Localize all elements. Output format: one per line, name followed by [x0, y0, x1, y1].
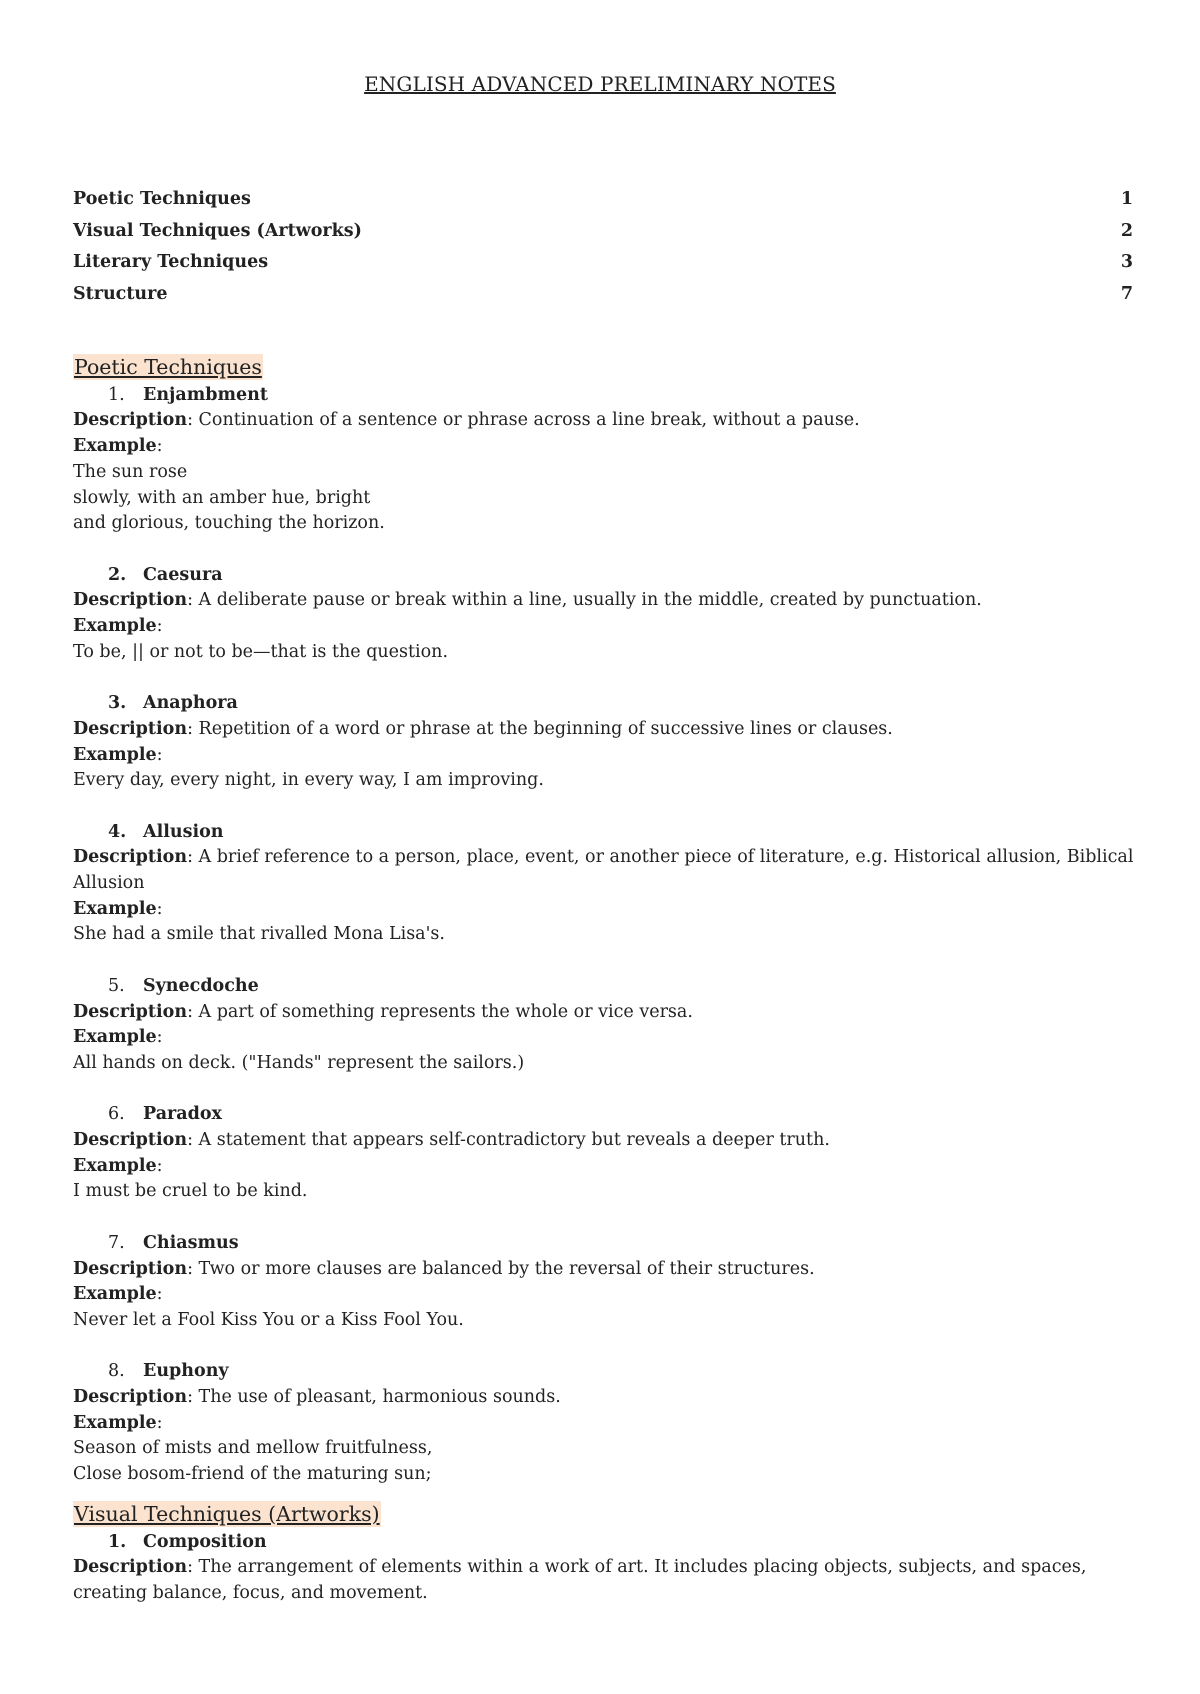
description-label: Description: [73, 1130, 188, 1151]
description-line: [73, 1257, 1138, 1283]
item-number: 1.: [108, 1531, 127, 1552]
table-of-contents: [73, 184, 1133, 310]
description-text: : Two or more clauses are balanced by the reversal of their structures.: [187, 1258, 815, 1279]
example-label-line: [73, 1282, 1138, 1308]
item-number: 2.: [108, 564, 127, 585]
example-text: and glorious, touching the horizon.: [73, 513, 385, 534]
example-text: Season of mists and mellow fruitfulness,: [73, 1438, 433, 1459]
description-label: Description: [73, 1387, 188, 1408]
technique-heading: [108, 974, 1138, 1000]
technique-heading: [108, 1359, 1138, 1385]
example-label: Example: [73, 1155, 157, 1176]
technique-name: Euphony: [143, 1361, 229, 1382]
item-number: 6.: [108, 1104, 125, 1125]
toc-label: Literary Techniques: [73, 252, 269, 272]
technique-heading: [108, 1530, 1138, 1556]
example-colon: :: [156, 616, 163, 637]
description-text: : A part of something represents the whole or vice versa.: [187, 1001, 693, 1022]
item-number: 4.: [108, 821, 127, 842]
example-label: Example: [73, 1027, 157, 1048]
document-body: [73, 354, 1138, 1607]
description-label: Description: [73, 847, 188, 868]
toc-row: [73, 216, 1133, 248]
example-text: The sun rose: [73, 461, 188, 482]
example-text: slowly, with an amber hue, bright: [73, 487, 371, 508]
item-number: 7.: [108, 1232, 125, 1253]
description-label: Description: [73, 1001, 188, 1022]
section-heading-visual: Visual Techniques (Artworks): [74, 1501, 380, 1526]
example-label: Example: [73, 1284, 157, 1305]
example-text: To be, || or not to be—that is the question.: [73, 641, 449, 662]
description-label: Description: [73, 1557, 188, 1578]
example-label-line: [73, 614, 1138, 640]
example-colon: :: [156, 1284, 163, 1305]
example-label: Example: [73, 898, 157, 919]
description-line: [73, 1128, 1138, 1154]
example-colon: :: [156, 898, 163, 919]
example-text: I must be cruel to be kind.: [73, 1181, 308, 1202]
description-label: Description: [73, 410, 188, 431]
document-title: ENGLISH ADVANCED PRELIMINARY NOTES: [364, 72, 836, 96]
example-colon: :: [156, 1155, 163, 1176]
description-line: [73, 845, 1138, 896]
toc-label: Poetic Techniques: [73, 189, 251, 209]
description-text: : The use of pleasant, harmonious sounds.: [187, 1387, 561, 1408]
item-number: 5.: [108, 975, 125, 996]
example-text: Every day, every night, in every way, I am improving.: [73, 770, 544, 791]
technique-heading: [108, 691, 1138, 717]
example-label: Example: [73, 436, 157, 457]
item-number: 8.: [108, 1361, 125, 1382]
description-line: [73, 1000, 1138, 1026]
toc-page: 1: [1120, 189, 1133, 209]
technique-heading: [108, 1231, 1138, 1257]
example-label-line: [73, 434, 1138, 460]
example-text: Never let a Fool Kiss You or a Kiss Fool You.: [73, 1309, 464, 1330]
toc-page: 7: [1120, 283, 1133, 304]
technique-heading: [108, 563, 1138, 589]
technique-heading: [108, 383, 1138, 409]
example-text: All hands on deck. ("Hands" represent the sailors.): [73, 1052, 525, 1073]
description-line: [73, 1555, 1138, 1606]
item-number: 3.: [108, 693, 127, 714]
toc-row: [73, 184, 1133, 216]
example-label: Example: [73, 744, 157, 765]
description-line: [73, 717, 1138, 743]
technique-name: Caesura: [143, 564, 223, 585]
example-colon: :: [156, 1412, 163, 1433]
description-text: : A deliberate pause or break within a line, usually in the middle, created by punctuation.: [187, 590, 982, 611]
toc-page: 2: [1120, 220, 1133, 241]
example-label-line: [73, 1025, 1138, 1051]
description-line: [73, 1385, 1138, 1411]
technique-name: Chiasmus: [143, 1232, 239, 1253]
toc-page: 3: [1120, 252, 1133, 272]
description-text: : A statement that appears self-contradictory but reveals a deeper truth.: [187, 1130, 830, 1151]
toc-row: [73, 279, 1133, 311]
technique-name: Paradox: [143, 1104, 222, 1125]
technique-name: Enjambment: [143, 384, 268, 405]
example-label-line: [73, 897, 1138, 923]
description-label: Description: [73, 590, 188, 611]
example-label: Example: [73, 616, 157, 637]
description-label: Description: [73, 718, 188, 739]
item-number: 1.: [108, 384, 125, 405]
example-colon: :: [156, 436, 163, 457]
technique-heading: [108, 820, 1138, 846]
description-label: Description: [73, 1258, 188, 1279]
technique-name: Allusion: [143, 821, 224, 842]
description-text: : A brief reference to a person, place, event, or another piece of literature, e.g. Historical allusion, Biblical Allusion: [73, 847, 1134, 894]
example-label: Example: [73, 1412, 157, 1433]
technique-name: Composition: [143, 1531, 267, 1552]
description-text: : Continuation of a sentence or phrase across a line break, without a pause.: [187, 410, 860, 431]
toc-label: Visual Techniques (Artworks): [73, 220, 362, 241]
description-line: [73, 408, 1138, 434]
toc-label: Structure: [73, 283, 168, 304]
description-line: [73, 588, 1138, 614]
example-colon: :: [156, 1027, 163, 1048]
technique-name: Synecdoche: [143, 975, 259, 996]
toc-row: [73, 247, 1133, 279]
example-label-line: [73, 1154, 1138, 1180]
description-text: : The arrangement of elements within a work of art. It includes placing objects, subjects, and spaces, creating balance, focus, and movement.: [73, 1557, 1087, 1603]
description-text: : Repetition of a word or phrase at the beginning of successive lines or clauses.: [187, 718, 893, 739]
technique-name: Anaphora: [143, 693, 238, 714]
example-text: Close bosom-friend of the maturing sun;: [73, 1464, 432, 1485]
technique-heading: [108, 1102, 1138, 1128]
example-text: She had a smile that rivalled Mona Lisa's.: [73, 924, 445, 945]
section-heading-poetic: Poetic Techniques: [74, 355, 262, 379]
example-colon: :: [156, 744, 163, 765]
example-label-line: [73, 743, 1138, 769]
example-label-line: [73, 1411, 1138, 1437]
